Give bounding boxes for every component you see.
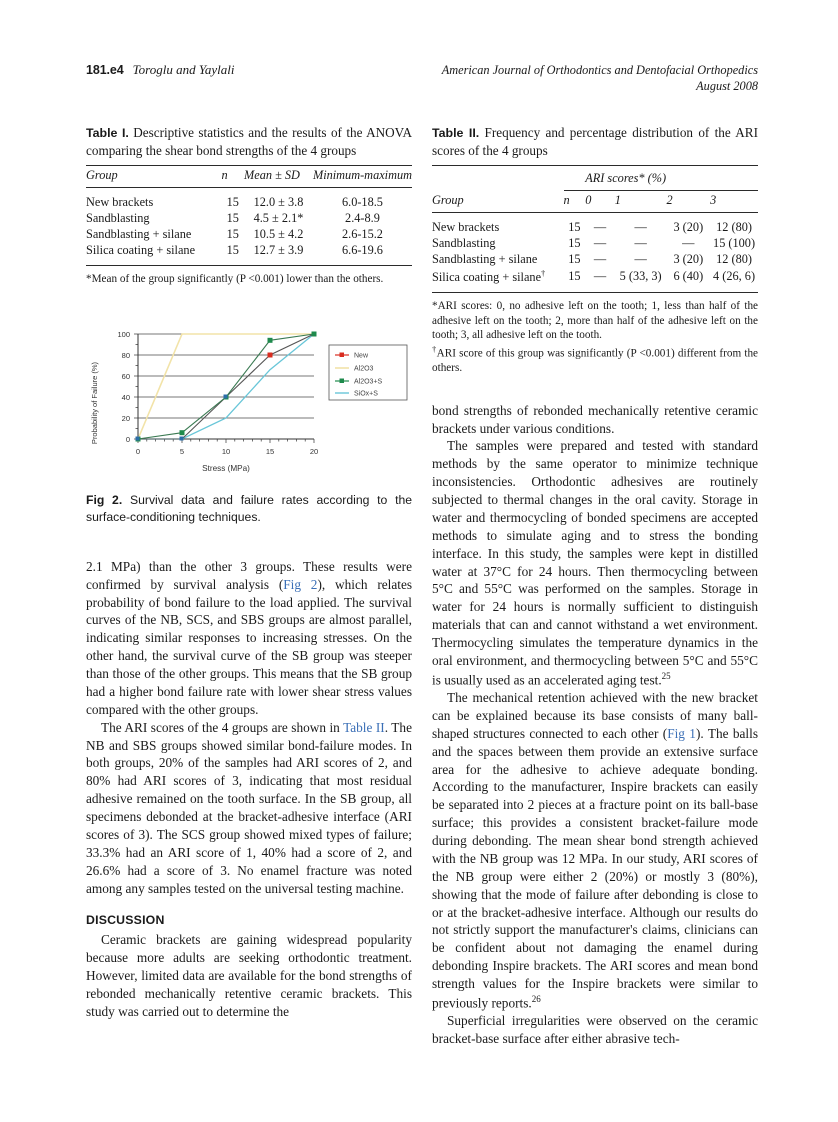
cell-score-1: —	[634, 252, 647, 267]
table-1-col-group: Group	[86, 167, 118, 182]
issue-date: August 2008	[696, 79, 758, 94]
figure-2-text: Survival data and failure rates according to the surface-conditioning techniques.	[86, 492, 413, 524]
paragraph	[432, 689, 758, 1012]
table-2-title	[432, 124, 758, 160]
dagger-symbol: †	[432, 343, 437, 354]
chart-svg	[86, 313, 408, 478]
running-head-left	[86, 62, 235, 78]
chart-ytick: 100	[117, 329, 130, 339]
table-2-col-0: 0	[585, 190, 615, 212]
paragraph-text-cont: ). The balls and the spaces between them provide an extensive surface area for the adhesive to achieve adequate bonding. According to the manufacturer, Inspire brackets can easily be separated into 2 pieces at a fracture point on its ball-base surface; this provides a consistent bracket-failure mode during debonding. The mean shear bond strength achieved with the NB group was 12 MPa. In our study, ARI scores of the NB group were either 2 (20%) or mostly 3 (80%), showing that the mode of failure after debonding is close to or at the bracket-adhesive interface. Although our results do not strictly support the manufacturer's claims, clinicians can be confident about not damaging the enamel during debonding Inspire brackets. The ARI scores and mean bond strength values for the Inspire brackets were similar to previously reports.	[432, 725, 758, 1011]
paragraph-text-cont: . The NB and SBS groups showed similar bond-failure modes. In both groups, 20% of the samples had ARI scores of 2, and 80% had ARI scores of 3, indicating that most residual adhesive remained on the tooth surface. In the SB group, all specimens debonded at the bracket-adhesive interface (ARI scores of 3). The SCS group showed mixed types of failure; 33.3% had an ARI score of 1, 40% had a score of 2, and 26.6% had a score of 3. No enamel fracture was noted among any samples tested on the universal testing machine.	[86, 719, 412, 896]
section-heading-discussion: DISCUSSION	[86, 913, 165, 928]
cell-n: 15	[568, 219, 581, 234]
table-2	[432, 124, 758, 376]
table-row	[86, 194, 412, 210]
right-column	[432, 124, 758, 1048]
cell-n: 15	[226, 227, 239, 242]
table-1-title	[86, 124, 412, 160]
table-2-label: Table II.	[432, 126, 480, 140]
cell-score-0: —	[593, 269, 607, 284]
dagger-symbol: †	[541, 268, 546, 279]
running-head	[86, 62, 758, 95]
cell-group-text: Silica coating + silane	[432, 270, 542, 285]
running-head-authors: Toroglu and Yaylali	[132, 62, 235, 77]
table-row	[432, 251, 758, 267]
cell-score-2: 6 (40)	[673, 269, 704, 284]
cell-n: 15	[226, 194, 239, 209]
table-1-caption: Descriptive statistics and the results of the ANOVA comparing the shear bond strengths of the 4 groups	[86, 125, 412, 158]
chart-legend-siox-s: SiOx+S	[354, 390, 378, 398]
cell-score-2: 3 (20)	[673, 219, 704, 234]
cell-group	[432, 268, 564, 286]
cell-score-2: 3 (20)	[673, 252, 704, 267]
paragraph: bond strengths of rebonded mechanically retentive ceramic brackets under various conditions.	[432, 402, 758, 436]
table-1-col-n: n	[221, 167, 228, 182]
table-row	[86, 226, 412, 242]
paragraph: Superficial irregularities were observed on the ceramic bracket-base surface after either abrasive tech-	[432, 1013, 758, 1047]
table-2-col-group: Group	[432, 192, 464, 207]
table-row	[86, 243, 412, 259]
running-head-right	[442, 62, 758, 95]
paragraph: Ceramic brackets are gaining widespread popularity because more adults are seeking orthodontic treatment. However, limited data are available for the bond strengths of rebonded mechanically retentive ceramic brackets. This study was carried out to determine the	[86, 932, 412, 1019]
left-column-body	[86, 558, 412, 1021]
table-2-footnote-1: *ARI scores: 0, no adhesive left on the tooth; 1, less than half of the adhesive left on the tooth; 2, more than half of the adhesive left on the tooth; 3, all adhesive left on the tooth.	[432, 300, 758, 342]
cell-group: Sandblasting + silane	[86, 227, 192, 242]
cell-mean-sd: 10.5 ± 4.2	[253, 227, 304, 242]
table-1	[86, 124, 412, 287]
chart-ytick: 80	[121, 350, 130, 360]
cell-range: 2.6-15.2	[341, 227, 383, 242]
cell-score-1: —	[634, 219, 647, 234]
citation-ref[interactable]: 26	[531, 993, 541, 1004]
chart-xtick: 0	[135, 446, 141, 456]
chart-ytick: 40	[121, 392, 130, 402]
table-2-col-n: n	[564, 190, 586, 212]
table-2-col-3: 3	[710, 190, 758, 212]
chart-ytick: 20	[121, 413, 130, 423]
left-column	[86, 124, 412, 1021]
cell-score-3: 4 (26, 6)	[713, 269, 756, 284]
figure-2-label: Fig 2.	[86, 492, 123, 507]
chart-ytick: 60	[121, 371, 130, 381]
table-2-col-2: 2	[667, 190, 711, 212]
table-2-grid	[432, 165, 758, 293]
table-1-col-mean: Mean ± SD	[244, 167, 300, 182]
table-2-caption: Frequency and percentage distribution of the ARI scores of the 4 groups	[432, 125, 758, 158]
cell-score-2: —	[682, 235, 695, 250]
cell-group: Sandblasting	[86, 210, 150, 225]
cell-group: Sandblasting + silane	[432, 252, 538, 267]
right-column-body	[432, 402, 758, 1048]
chart-markers	[136, 331, 317, 441]
cell-group: New brackets	[432, 219, 500, 234]
figure-xref[interactable]: Fig 2	[283, 576, 318, 592]
table-1-label: Table I.	[86, 126, 129, 140]
cell-n: 15	[568, 252, 581, 267]
figure-2-caption	[86, 492, 412, 526]
chart-legend-new: New	[354, 352, 369, 360]
chart-legend-al2o3-s: Al2O3+S	[354, 378, 383, 386]
chart-xtick: 20	[309, 446, 319, 456]
cell-score-0: —	[593, 252, 607, 267]
chart-xtick: 5	[179, 446, 185, 456]
chart-xlabel: Stress (MPa)	[202, 463, 250, 473]
paragraph-text: The ARI scores of the 4 groups are shown in	[101, 719, 344, 735]
table-1-footnote: *Mean of the group significantly (P <0.001) lower than the others.	[86, 273, 384, 286]
paragraph	[86, 558, 412, 719]
table-2-col-1: 1	[615, 190, 667, 212]
cell-group: Silica coating + silane	[86, 243, 196, 258]
chart-series-siox-s	[138, 334, 314, 439]
chart-ytick: 0	[125, 434, 130, 444]
paragraph-text: The mechanical retention achieved with the new bracket can be explained because its base consists of many ball-shaped structures connected to each other (	[432, 690, 758, 741]
figure-2	[86, 313, 412, 526]
cell-score-1: 5 (33, 3)	[619, 269, 662, 284]
table-2-footnote-2-text: ARI score of this group was significantly (P <0.001) different from the others.	[432, 347, 759, 375]
cell-group: New brackets	[86, 194, 154, 209]
table-1-grid	[86, 165, 412, 266]
cell-n: 15	[568, 235, 581, 250]
journal-title: American Journal of Orthodontics and Dentofacial Orthopedics	[441, 63, 758, 77]
cell-range: 6.6-19.6	[341, 243, 383, 258]
chart-series-al2o3	[138, 334, 314, 439]
page-folio: 181.e4	[86, 63, 124, 77]
cell-score-3: 12 (80)	[716, 252, 752, 267]
chart-series-al2o3-s	[138, 334, 314, 439]
cell-n: 15	[226, 243, 239, 258]
chart-ylabel: Probability of Failure (%)	[90, 361, 99, 444]
table-row	[432, 268, 758, 286]
cell-score-3: 15 (100)	[713, 235, 756, 250]
cell-score-3: 12 (80)	[716, 219, 752, 234]
chart-xtick: 15	[265, 446, 275, 456]
cell-score-0: —	[593, 219, 607, 234]
paragraph	[432, 437, 758, 689]
table-xref[interactable]: Table II	[343, 719, 385, 735]
citation-ref[interactable]: 25	[661, 670, 671, 681]
paragraph	[86, 719, 412, 898]
cell-group: Sandblasting	[432, 235, 496, 250]
cell-range: 2.4-8.9	[345, 210, 380, 225]
table-2-footnote-2	[432, 344, 758, 376]
chart-legend-al2o3: Al2O3	[354, 365, 374, 373]
cell-range: 6.0-18.5	[341, 194, 383, 209]
figure-xref[interactable]: Fig 1	[667, 725, 696, 741]
table-1-col-range: Minimum-maximum	[312, 167, 412, 182]
cell-n: 15	[568, 269, 581, 284]
cell-mean-sd: 4.5 ± 2.1*	[253, 210, 304, 225]
table-row	[432, 219, 758, 235]
table-row	[86, 210, 412, 226]
paragraph-text: The samples were prepared and tested with standard methods by the same operator to minimize technique inconsistencies. Orthodontic adhesives are routinely subjected to thermal changes in the oral cavity. Storage in water and thermocycling of bonded specimens are accepted methods to simulate aging and to stress the bonding interface. In this study, the samples were kept in distilled water at 37°C for 24 hours. Then thermocycling between 5°C and 55°C was performed on the samples. Storage in water for 24 hours is normally sufficient to distinguish materials that can and cannot withstand a wet environment. Thermocycling simulates the temperature dynamics in the oral environment, and thermocycling between 5°C and 55°C is usually used as an accelerated aging test.	[432, 438, 758, 688]
cell-score-1: —	[634, 235, 647, 250]
chart-xtick: 10	[221, 446, 231, 456]
table-row	[432, 235, 758, 251]
cell-score-0: —	[593, 235, 607, 250]
paragraph-text: 2.1 MPa) than the other 3 groups. These results were confirmed by survival analysis (	[86, 558, 412, 592]
cell-n: 15	[226, 210, 239, 225]
table-2-spanner: ARI scores* (%)	[585, 170, 667, 185]
cell-mean-sd: 12.0 ± 3.8	[253, 194, 304, 209]
cell-mean-sd: 12.7 ± 3.9	[253, 243, 304, 258]
paragraph-text-cont: ), which relates probability of bond failure to the load applied. The survival curves of the NB, SCS, and SBS groups are almost parallel, indicating similar responses to increasing stresses. On the other hand, the survival curve of the SB group was steeper than those of the other groups. This means that the SB group had a higher bond failure rate with lower shear stress values compared with the other groups.	[86, 576, 413, 717]
survival-chart	[86, 313, 408, 478]
chart-series-new	[138, 334, 314, 439]
